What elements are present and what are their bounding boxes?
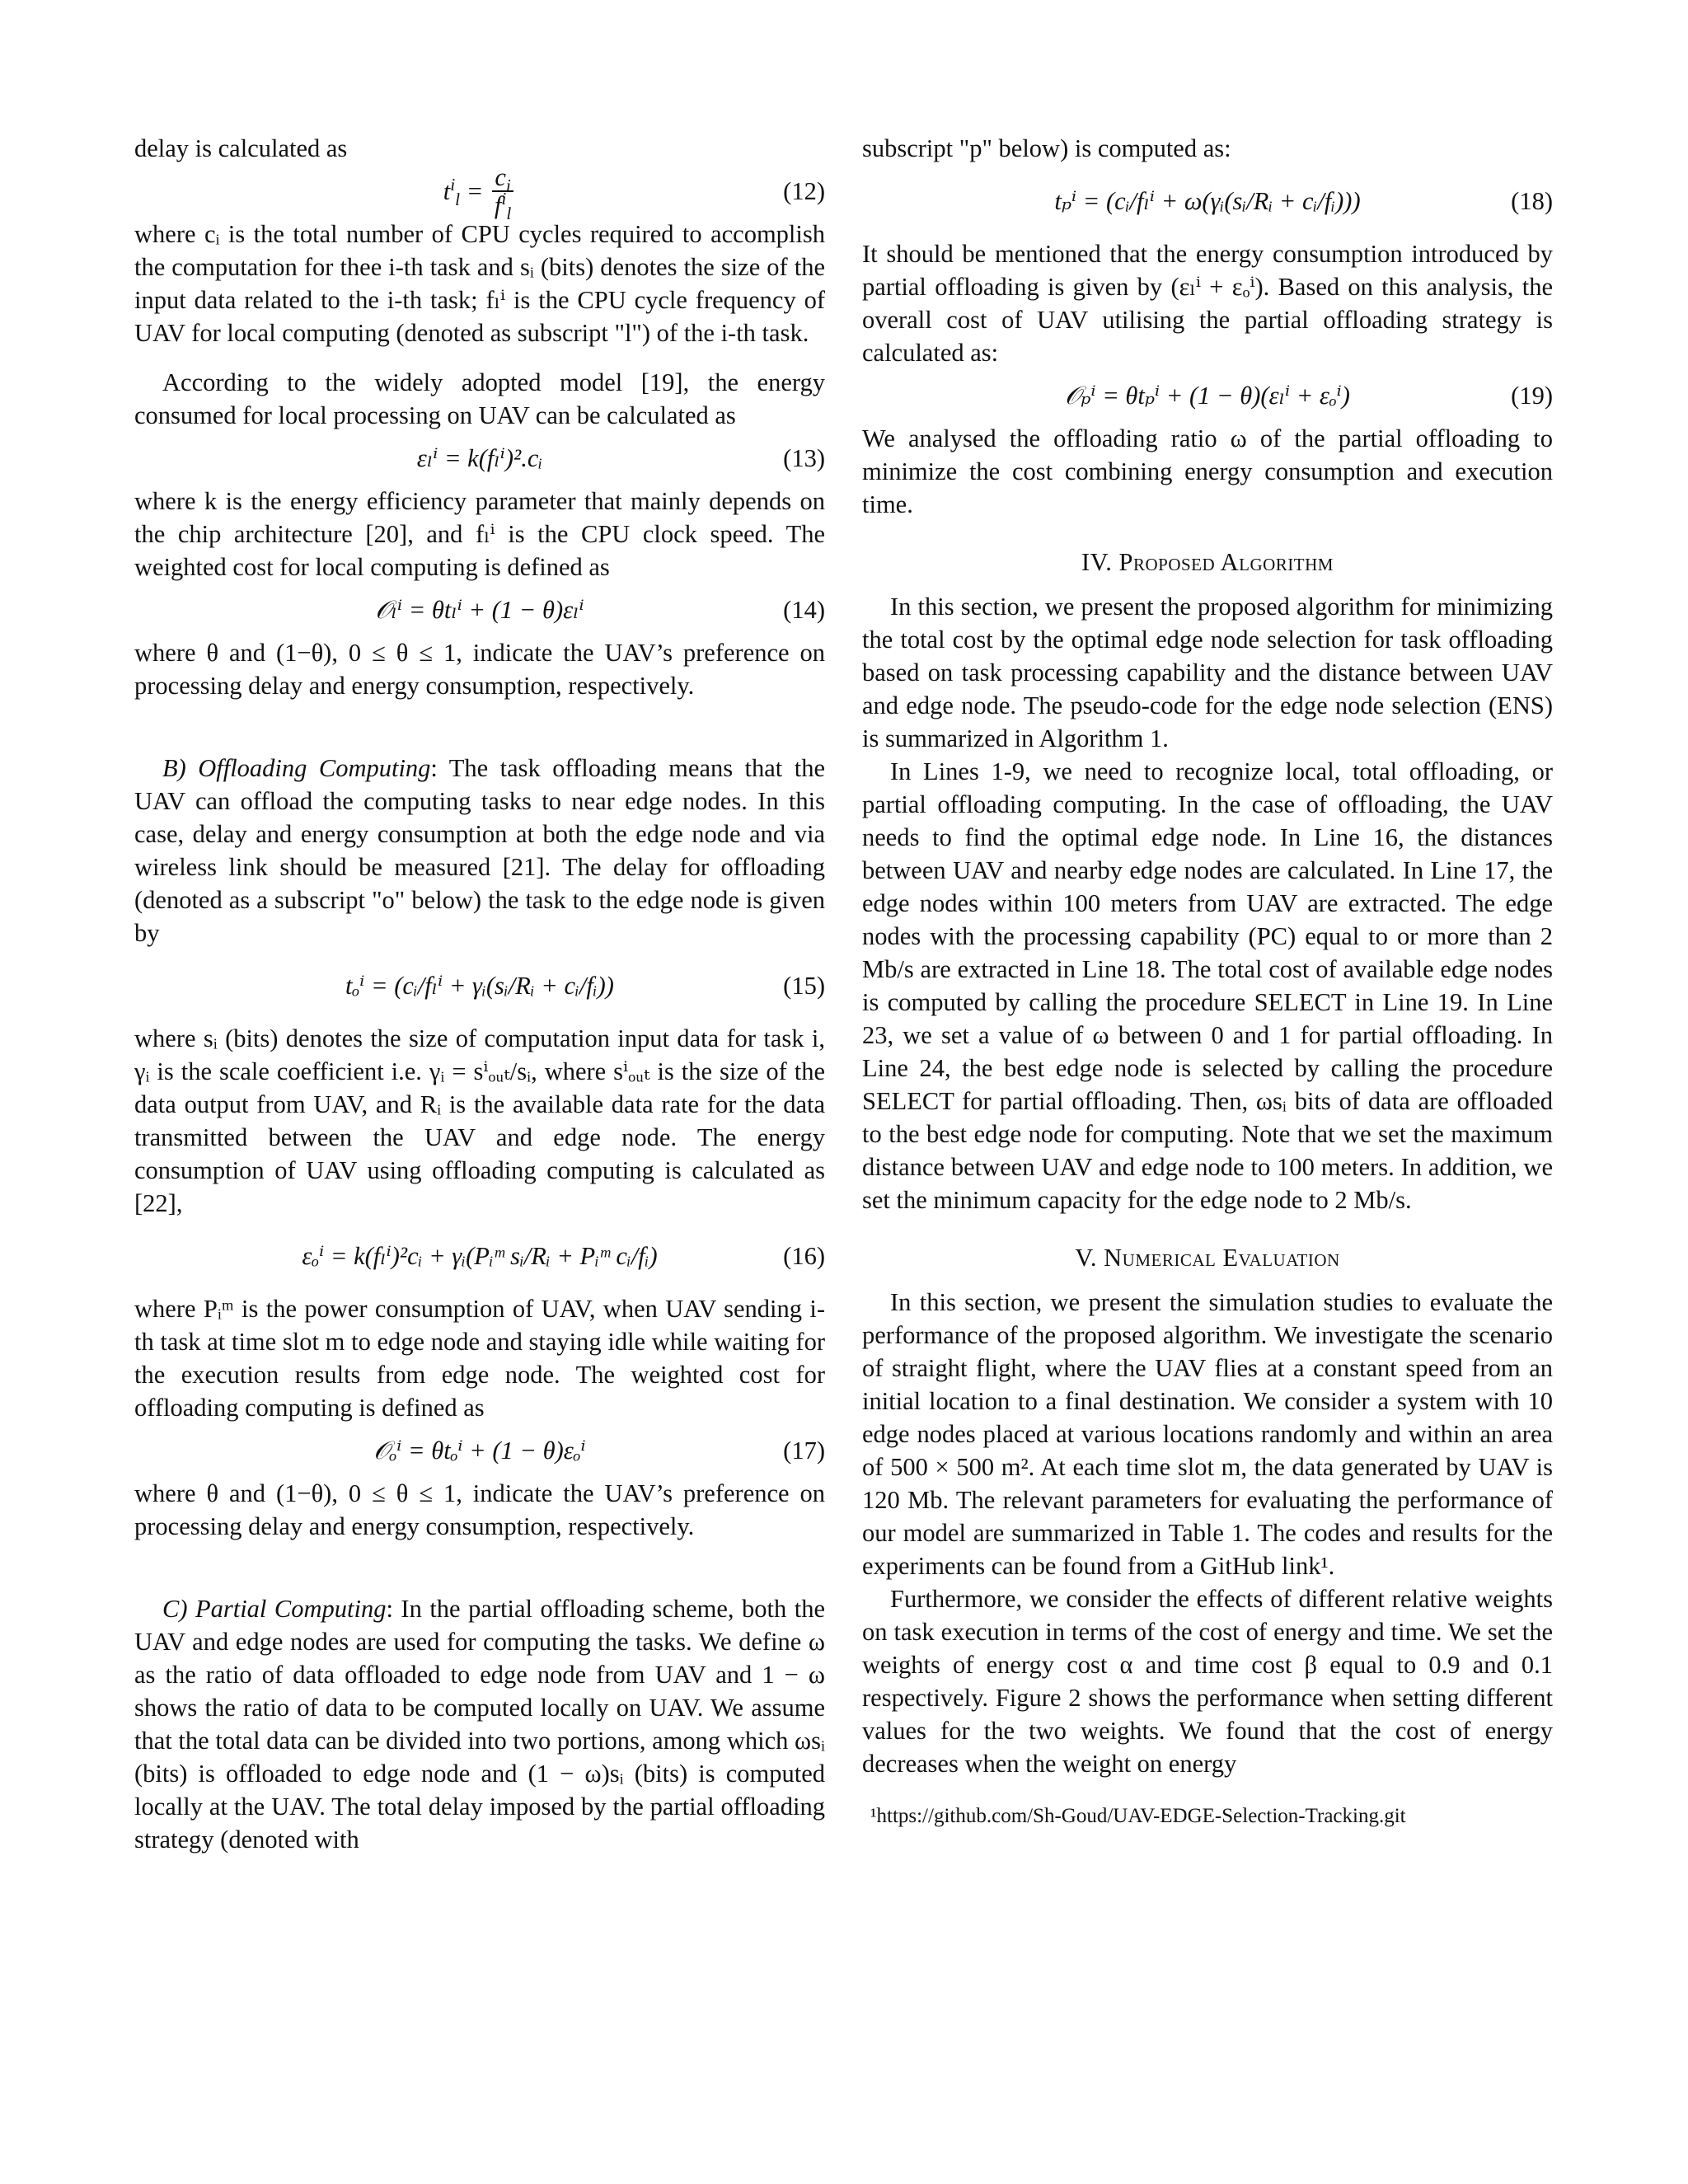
equation-body: tₚⁱ = (cᵢ/fₗⁱ + ω(γᵢ(sᵢ/Rᵢ + cᵢ/fᵢ))) — [1054, 187, 1361, 215]
eq12-fraction: $\frac{c_i}{f^i_l}$ — [492, 164, 513, 218]
paragraph: where cᵢ is the total number of CPU cycles required to accomplish the computation for thee i-th task and sᵢ (bits) denotes the size of the input data related to the i-th task; fₗⁱ is the CPU cycle frequency of UAV for local computing (denoted as subscript "l") of the i-th task. — [134, 220, 825, 347]
right-column — [862, 132, 1553, 1830]
equation-body: εₒⁱ = k(fₗⁱ)²cᵢ + γᵢ(Pᵢᵐ sᵢ/Rᵢ + Pᵢᵐ cᵢ/fᵢ) — [302, 1242, 658, 1270]
equation-15 — [134, 949, 825, 1022]
equation-number: (18) — [1511, 187, 1553, 215]
equation-number: (17) — [783, 1436, 825, 1465]
paragraph: where Pᵢᵐ is the power consumption of UAV, when UAV sending i-th task at time slot m to edge node and staying idle while waiting for the execution results from edge node. The weighted cost for offloading computing is defined as — [134, 1295, 825, 1422]
equation-number: (13) — [783, 444, 825, 472]
subsection-title: B) Offloading Computing — [162, 754, 431, 782]
left-column — [134, 132, 825, 1856]
eq12-lhs: $t^i_l$ — [443, 174, 461, 210]
paragraph: In this section, we present the proposed algorithm for minimizing the total cost by the optimal edge node selection for task offloading based on task processing capability and the distance between UAV and edge node. The pseudo-code for the edge node selection (ENS) is summarized in Algorithm 1. — [862, 593, 1553, 752]
equation-number: (19) — [1511, 382, 1553, 410]
equation-body: 𝒪ₗⁱ = θtₗⁱ + (1 − θ)εₗⁱ — [375, 596, 584, 624]
paragraph: where sᵢ (bits) denotes the size of computation input data for task i, γᵢ is the scale coefficient i.e. γᵢ = sⁱₒᵤₜ/sᵢ, where sⁱₒᵤₜ is the size of the data output from UAV, and Rᵢ is the available data rate for the data transmitted between the UAV and edge node. The energy consumption of UAV using offloading computing is calculated as [22], — [134, 1024, 825, 1217]
paragraph: subscript "p" below) is computed as: — [862, 134, 1231, 162]
equation-19 — [862, 369, 1553, 422]
footnote: ¹https://github.com/Sh-Goud/UAV-EDGE-Selection-Tracking.git — [870, 1805, 1406, 1827]
paragraph: where θ and (1−θ), 0 ≤ θ ≤ 1, indicate the UAV’s preference on processing delay and energy consumption, respectively. — [134, 1479, 825, 1540]
subsection-title: C) Partial Computing — [162, 1595, 387, 1623]
paragraph: In Lines 1-9, we need to recognize local, total offloading, or partial offloading computing. In the case of offloading, the UAV needs to find the optimal edge node. In Line 16, the distances between UAV and nearby edge nodes are calculated. In Line 17, the edge nodes within 100 meters from UAV are extracted. The edge nodes with the processing capability (PC) equal to or more than 2 Mb/s are extracted in Line 18. The total cost of available edge nodes is computed by calling the procedure SELECT in Line 19. In Line 23, we set a value of ω between 0 and 1 for partial offloading. In Line 24, the best edge node is selected by calling the procedure SELECT for partial offloading. Then, ωsᵢ bits of data are offloaded to the best edge node for computing. Note that we set the maximum distance between UAV and edge node to 100 meters. In addition, we set the minimum capacity for the edge node to 2 Mb/s. — [862, 757, 1553, 1214]
equation-body: 𝒪ₒⁱ = θtₒⁱ + (1 − θ)εₒⁱ — [373, 1436, 586, 1465]
equation-number: (12) — [783, 177, 825, 205]
equation-number: (14) — [783, 596, 825, 624]
paragraph: where θ and (1−θ), 0 ≤ θ ≤ 1, indicate the UAV’s preference on processing delay and energy consumption, respectively. — [134, 639, 825, 700]
equation-13 — [134, 432, 825, 485]
paragraph: C) Partial Computing: In the partial offloading scheme, both the UAV and edge nodes are used for computing the tasks. We define ω as the ratio of data offloaded to edge node from UAV and 1 − ω shows the ratio of data to be computed locally on UAV. We assume that the total data can be divided into two portions, among which ωsᵢ (bits) is offloaded to edge node and (1 − ω)sᵢ (bits) is computed locally at the UAV. The total delay imposed by the partial offloading strategy (denoted with — [134, 1595, 825, 1854]
equation-body: εₗⁱ = k(fₗⁱ)².cᵢ — [416, 444, 543, 472]
equation-body: tₒⁱ = (cᵢ/fₗⁱ + γᵢ(sᵢ/Rᵢ + cᵢ/fᵢ)) — [345, 972, 614, 1000]
paragraph: where k is the energy efficiency parameter that mainly depends on the chip architecture [20], and fₗⁱ is the CPU clock speed. The weighted cost for local computing is defined as — [134, 487, 825, 581]
equation-14 — [134, 583, 825, 636]
paragraph: In this section, we present the simulation studies to evaluate the performance of the proposed algorithm. We investigate the scenario of straight flight, where the UAV flies at a constant speed from an initial location to a final destination. We consider a system with 10 edge nodes placed at various locations randomly and within an area of 500 × 500 m². At each time slot m, the data generated by UAV is 120 Mb. The relevant parameters for evaluating the performance of our model are summarized in Table 1. The codes and results for the experiments can be found from a GitHub link¹. — [862, 1288, 1553, 1580]
paragraph: delay is calculated as — [134, 134, 348, 162]
equation-body: 𝒪ₚⁱ = θtₚⁱ + (1 − θ)(εₗⁱ + εₒⁱ) — [1065, 382, 1350, 410]
paragraph: Furthermore, we consider the effects of different relative weights on task execution in terms of the cost of energy and time. We set the weights of energy cost α and time cost β equal to 0.9 and 0.1 respectively. Figure 2 shows the performance when setting different values for the two weights. We found that the cost of energy decreases when the weight on energy — [862, 1585, 1553, 1778]
equation-18 — [862, 165, 1553, 237]
paragraph: B) Offloading Computing: The task offloading means that the UAV can offload the computing tasks to near edge nodes. In this case, delay and energy consumption at both the edge node and via wireless link should be measured [21]. The delay for offloading (denoted as a subscript "o" below) the task to the edge node is given by — [134, 754, 825, 947]
section-heading: V. Numerical Evaluation — [1075, 1244, 1340, 1272]
equation-number: (15) — [783, 972, 825, 1000]
section-heading: IV. Proposed Algorithm — [1081, 548, 1334, 576]
paragraph: According to the widely adopted model [19], the energy consumed for local processing on UAV can be calculated as — [134, 368, 825, 429]
equation-12: $t^i_l$ = $\frac{c_i}{f^i_l}$ (12) — [443, 162, 825, 224]
equation-number: (16) — [783, 1242, 825, 1270]
paragraph: We analysed the offloading ratio ω of the partial offloading to minimize the cost combining energy consumption and execution time. — [862, 424, 1553, 518]
paragraph: It should be mentioned that the energy consumption introduced by partial offloading is given by (εₗⁱ + εₒⁱ). Based on this analysis, the overall cost of UAV utilising the partial offloading strategy is calculated as: — [862, 240, 1553, 367]
equation-17 — [134, 1424, 825, 1477]
equation-16 — [134, 1220, 825, 1292]
